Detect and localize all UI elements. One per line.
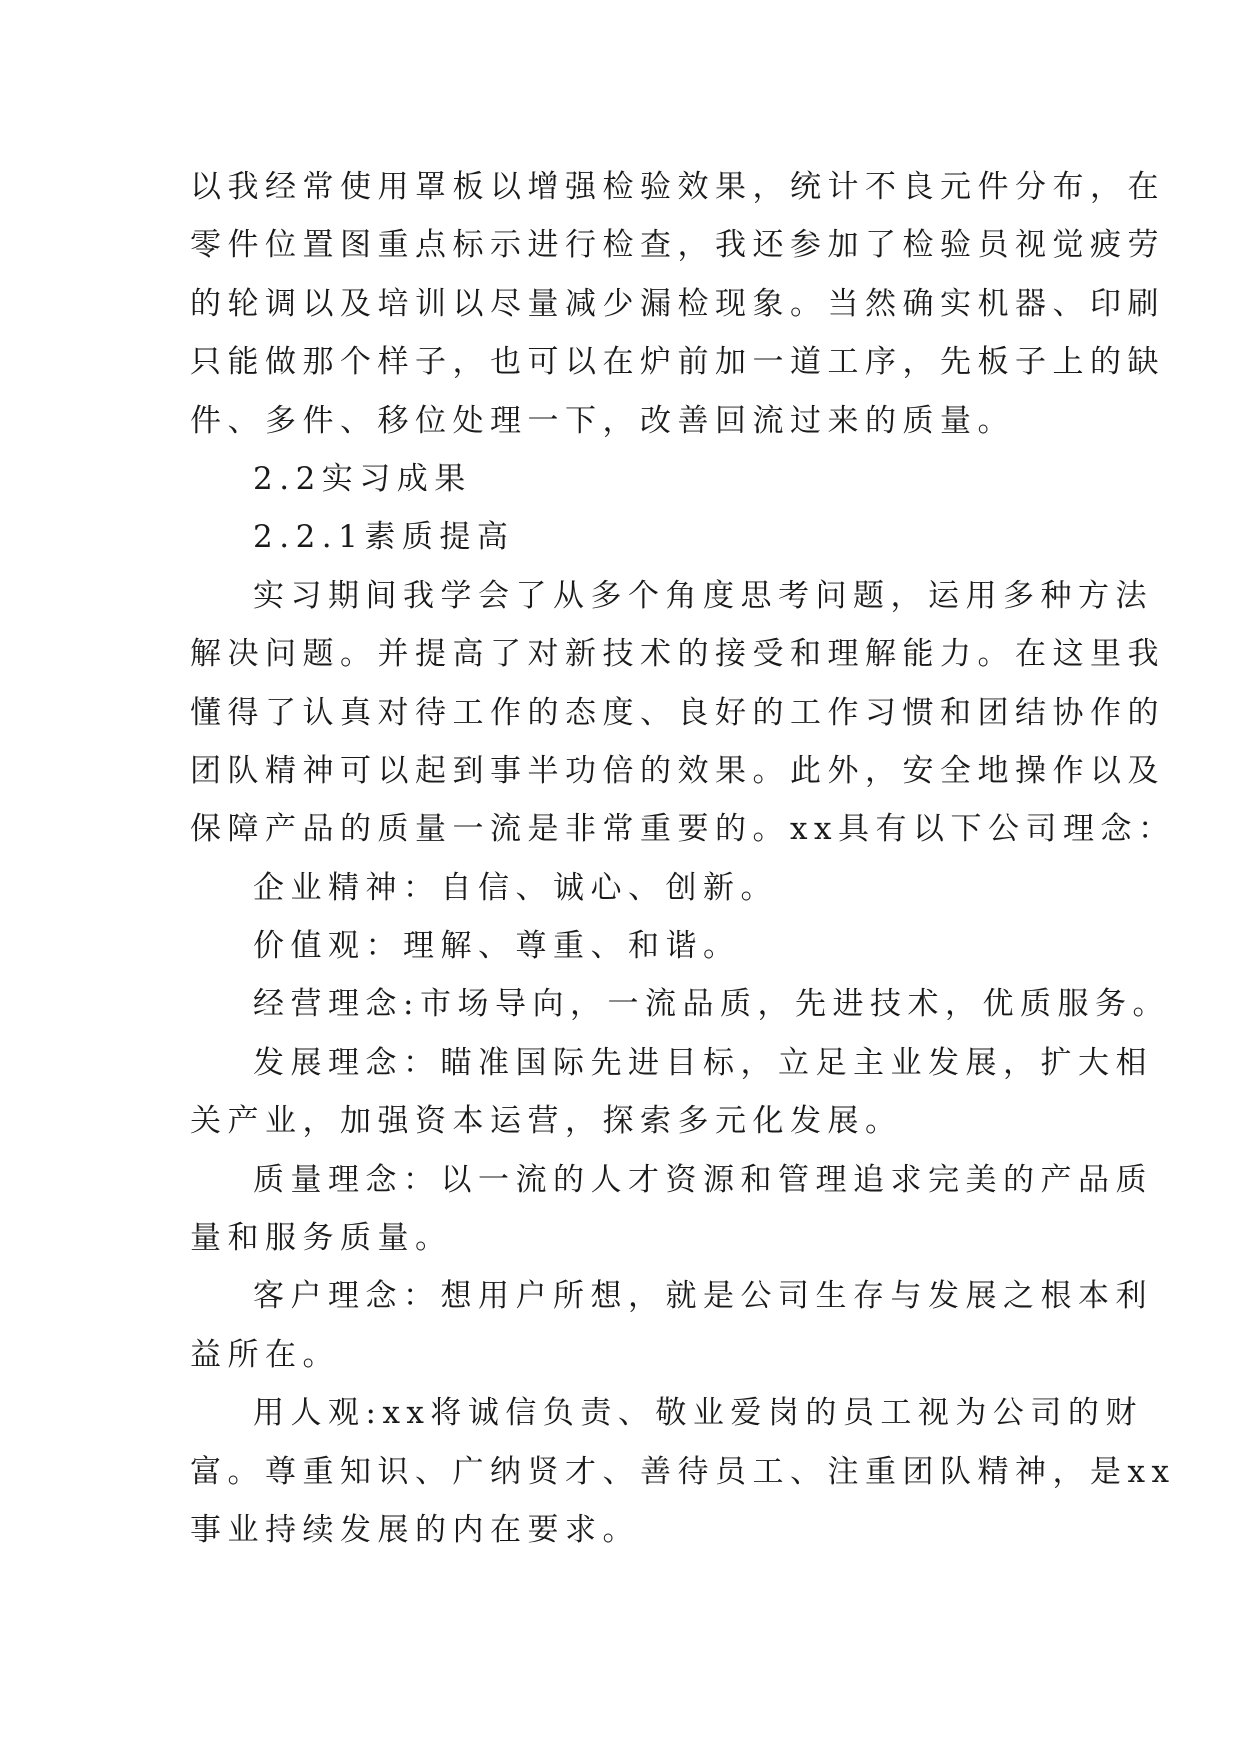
text-line: 发展理念：瞄准国际先进目标，立足主业发展，扩大相	[253, 1044, 1153, 1081]
subsection-heading: 2.2.1素质提高	[253, 519, 515, 556]
text-line: 价值观：理解、尊重、和谐。	[253, 928, 741, 965]
text-line: 件、多件、移位处理一下，改善回流过来的质量。	[190, 402, 1015, 439]
text-line: 解决问题。并提高了对新技术的接受和理解能力。在这里我	[190, 636, 1165, 673]
document-body	[190, 158, 1176, 1559]
text-line: 企业精神：自信、诚心、创新。	[253, 869, 778, 906]
text-line: 团队精神可以起到事半功倍的效果。此外，安全地操作以及	[190, 752, 1165, 789]
text-line: 量和服务质量。	[190, 1220, 453, 1257]
text-line: 以我经常使用罩板以增强检验效果，统计不良元件分布，在	[190, 169, 1165, 205]
text-line: 懂得了认真对待工作的态度、良好的工作习惯和团结协作的	[190, 694, 1165, 731]
text-line: 只能做那个样子，也可以在炉前加一道工序，先板子上的缺	[190, 344, 1165, 381]
text-line: 实习期间我学会了从多个角度思考问题，运用多种方法	[253, 577, 1153, 614]
text-line: 零件位置图重点标示进行检查，我还参加了检验员视觉疲劳	[190, 227, 1165, 264]
text-line: 用人观:xx将诚信负责、敬业爱岗的员工视为公司的财	[253, 1395, 1143, 1432]
text-line: 的轮调以及培训以尽量减少漏检现象。当然确实机器、印刷	[190, 285, 1165, 322]
text-line: 保障产品的质量一流是非常重要的。xx具有以下公司理念：	[190, 811, 1176, 848]
text-line: 客户理念：想用户所想，就是公司生存与发展之根本利	[253, 1278, 1153, 1315]
text-line: 质量理念：以一流的人才资源和管理追求完美的产品质	[253, 1161, 1153, 1198]
text-line: 益所在。	[190, 1336, 340, 1373]
text-line: 关产业，加强资本运营，探索多元化发展。	[190, 1103, 903, 1140]
text-line: 事业持续发展的内在要求。	[190, 1511, 640, 1548]
text-line: 经营理念:市场导向，一流品质，先进技术，优质服务。	[253, 986, 1170, 1023]
section-heading: 2.2实习成果	[253, 460, 472, 497]
text-line: 富。尊重知识、广纳贤才、善待员工、注重团队精神，是xx	[190, 1453, 1176, 1490]
